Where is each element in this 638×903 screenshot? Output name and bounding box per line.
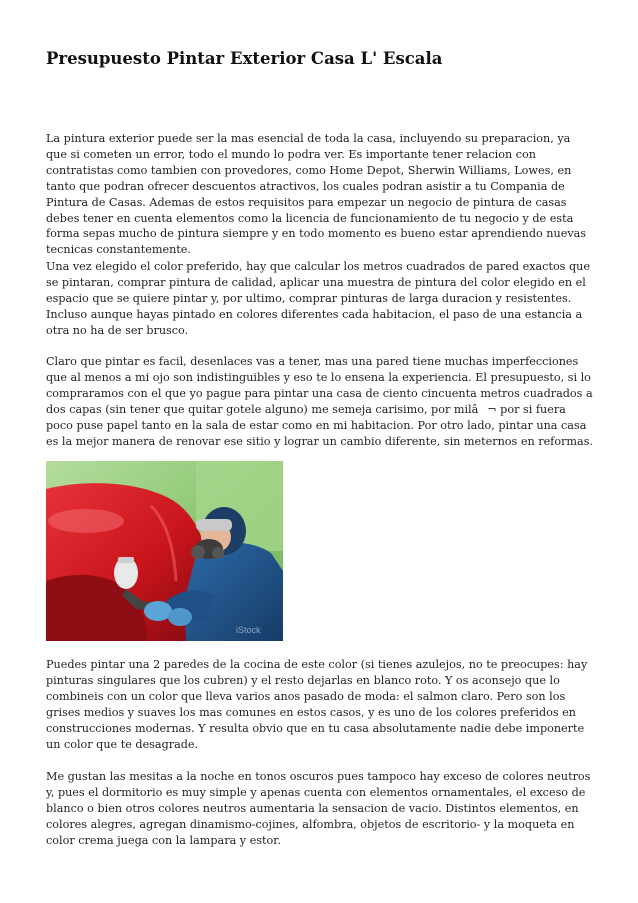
paragraph-5: Me gustan las mesitas a la noche en tonos oscuros pues tampoco hay exceso de colores neutros y, pues el dormitorio es muy simple y apenas cuenta con elementos ornamentales, el exceso de blanco o bien otros colores neutros aumentaria la sensacion de vacio. Distintos elementos, en colores alegres, agregan dinamismo-cojines, alfombra, objetos de escritorio- y la moqueta en color crema juega con la lampara y estor. [46,770,591,847]
car-painter-photo [46,461,283,641]
paragraph-1: La pintura exterior puede ser la mas esencial de toda la casa, incluyendo su preparacion, ya que si cometen un error, todo el mundo lo podra ver. Es importante tener relacion con contratistas como tambien con provedores, como Home Depot, Sherwin Williams, Lowes, en tanto que podran ofrecer descuentos atractivos, los cuales podran asistir a tu Compania de Pintura de Casas. Ademas de estos requisitos para empezar un negocio de pintura de casas debes tener en cuenta elementos como la licencia de funcionamiento de tu negocio y de esta forma sepas mucho de pintura siempre y en todo momento es bueno estar aprendiendo nuevas tecnicas constantemente. [46,132,587,257]
paragraph-2: Una vez elegido el color preferido, hay que calcular los metros cuadrados de pared exactos que se pintaran, comprar pintura de calidad, aplicar una muestra de pintura del color elegido en el espacio que se quiere pintar y, por ultimo, comprar pinturas de larga duracion y resistentes. Incluso aunque hayas pintado en colores diferentes cada habitacion, el paso de una estancia a otra no ha de ser brusco. [46,260,590,337]
photo-watermark: iStock [236,625,261,635]
paragraph-4: Puedes pintar una 2 paredes de la cocina de este color (si tienes azulejos, no te preocupes: hay pinturas singulares que los cubren) y el resto dejarlas en blanco roto. Y os aconsejo que lo combineis con un color que lleva varios anos pasado de moda: el salmon claro. Pero son los grises medios y suaves los mas comunes en estos casos, y es uno de los colores preferidos en construcciones modernas. Y resulta obvio que en tu casa absolutamente nadie debe imponerte un color que te desagrade. [46,658,588,751]
page-title: Presupuesto Pintar Exterior Casa L' Escala [46,49,443,68]
paragraph-3: Claro que pintar es facil, desenlaces vas a tener, mas una pared tiene muchas imperfecciones que al menos a mi ojo son indistinguibles y eso te lo ensena la experiencia. El presupuesto, si lo compraramos con el que yo pague para pintar una casa de ciento cincuenta metros cuadrados a dos capas (sin tener que quitar gotele alguno) me semeja carisimo, por milâ¬ por si fuera poco puse papel tanto en la sala de estar como en mi habitacion. Por otro lado, pintar una casa es la mejor manera de renovar ese sitio y lograr un cambio diferente, sin meternos en reformas. [46,355,593,448]
